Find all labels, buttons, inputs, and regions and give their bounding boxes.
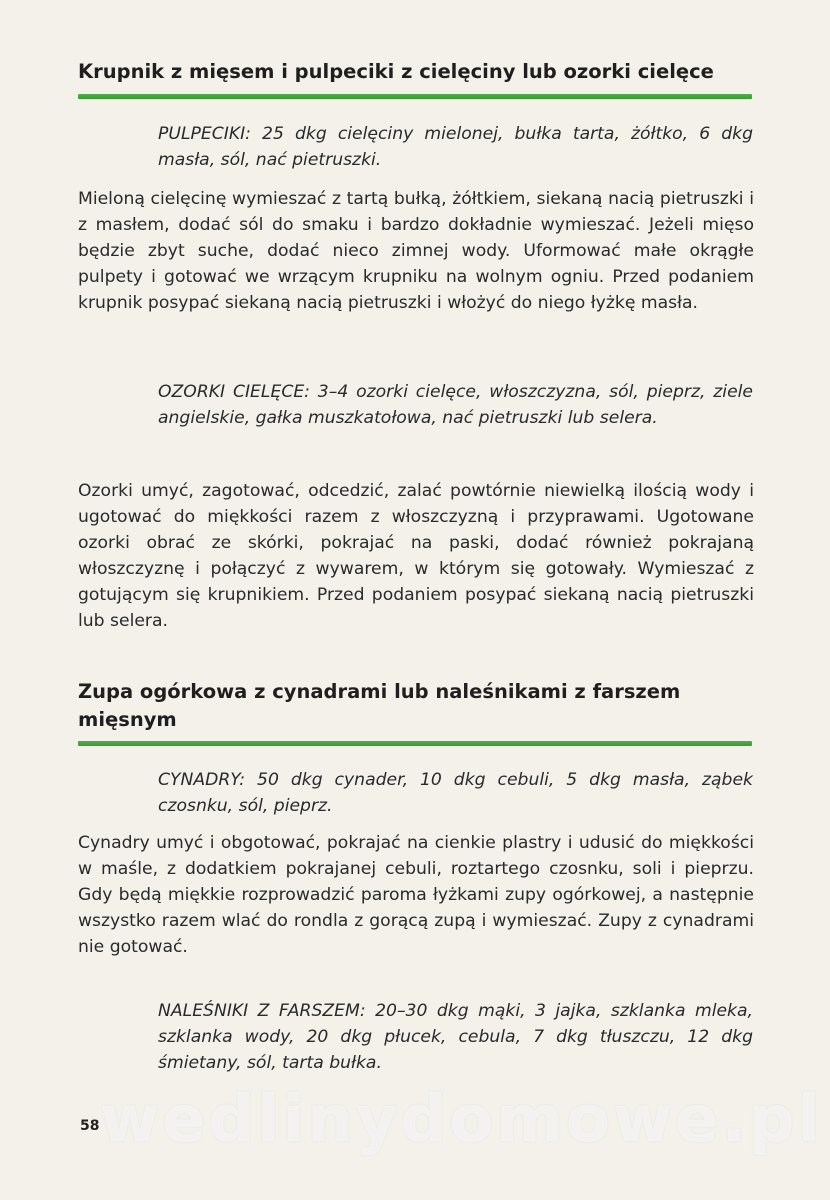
watermark: wedlinydomowe.pl — [100, 1083, 823, 1157]
recipe2-title: Zupa ogórkowa z cynadrami lub naleśnikami z farszem mięsnym — [78, 680, 681, 731]
recipe1-method-ozorki: Ozorki umyć, zagotować, odcedzić, zalać powtórnie niewielką ilością wody i ugotować do miękkości razem z włoszczyzną i przyprawami. Ugotowane ozorki obrać ze skórki, pokrajać na paski, dodać również pokrajaną włoszczyznę i połączyć z wywarem, w którym się gotowały. Wymieszać z gotującym się krupnikiem. Przed podaniem posypać siekaną nacią pietruszki lub selera. — [78, 481, 754, 631]
recipe2-ingredients-cynadry: CYNADRY: 50 dkg cynader, 10 dkg cebuli, 5 dkg masła, ząbek czosnku, sól, pieprz. — [158, 770, 753, 816]
recipe2-title-rule — [78, 741, 752, 746]
recipe2-method-cynadry: Cynadry umyć i obgotować, pokrajać na cienkie plastry i udusić do miękkości w maśle, z dodatkiem pokrajanej cebuli, roztartego czosnku, soli i pieprzu. Gdy będą miękkie rozprowadzić paroma łyżkami zupy ogórkowej, a następnie wszystko razem wlać do rondla z gorącą zupą i wymieszać. Zupy z cynadrami nie gotować. — [78, 833, 754, 957]
recipe1-ingredients-pulpeciki: PULPECIKI: 25 dkg cielęciny mielonej, bułka tarta, żółtko, 6 dkg masła, sól, nać pietruszki. — [158, 124, 753, 170]
recipe1-ingredients-ozorki: OZORKI CIELĘCE: 3–4 ozorki cielęce, włoszczyzna, sól, pieprz, ziele angielskie, gałka muszkatołowa, nać pietruszki lub selera. — [158, 382, 753, 428]
page-number: 58 — [80, 1118, 100, 1134]
recipe1-title-rule — [78, 94, 752, 99]
recipe2-ingredients-nalesniki: NALEŚNIKI Z FARSZEM: 20–30 dkg mąki, 3 jajka, szklanka mleka, szklanka wody, 20 dkg płucek, cebula, 7 dkg tłuszczu, 12 dkg śmietany, sól, tarta bułka. — [158, 1001, 753, 1073]
recipe1-title: Krupnik z mięsem i pulpeciki z cielęciny lub ozorki cielęce — [78, 60, 714, 83]
recipe1-method-pulpeciki: Mieloną cielęcinę wymieszać z tartą bułką, żółtkiem, siekaną nacią pietruszki i z masłem, dodać sól do smaku i bardzo dokładnie wymieszać. Jeżeli mięso będzie zbyt suche, dodać nieco zimnej wody. Uformować małe okrągłe pulpety i gotować we wrzącym krupniku na wolnym ogniu. Przed podaniem krupnik posypać siekaną nacią pietruszki i włożyć do niego łyżkę masła. — [78, 189, 754, 313]
